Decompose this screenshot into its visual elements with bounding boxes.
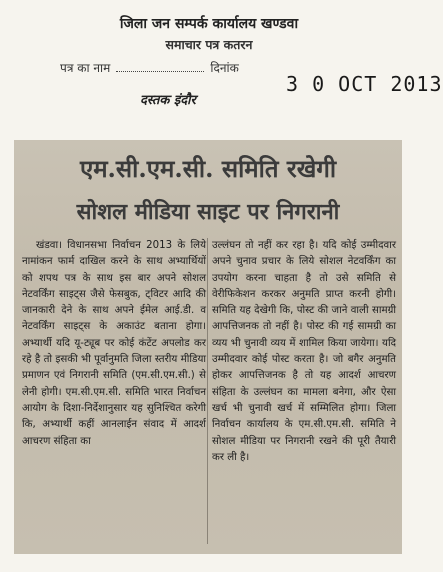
newspaper-source: दस्तक इंदौर: [140, 93, 196, 108]
clipping-subtitle: समाचार पत्र कतरन: [165, 37, 253, 52]
paper-name-label: पत्र का नाम: [60, 61, 111, 75]
date-stamp: 3 0 OCT 2013: [286, 72, 443, 96]
newspaper-clipping: [14, 140, 402, 554]
date-label: दिनांक: [210, 61, 239, 75]
article-column-left: खंडवा। विधानसभा निर्वाचन 2013 के लिये नामांकन फार्म दाखिल करने के साथ अभ्यार्थियों को शपथ पत्र के साथ इस बार अपने सोशल नेटवर्किंग साइट्स जैसे फेसबुक, ट्विटर आदि की जानकारी देने के साथ अपने ईमेल आई.डी. व नेटवर्किंग साइट्स के अकाउंट बताना होगा। अभ्यार्थी यदि यू-ट्यूब पर कोई कंटेंट अपलोड कर रहे है तो इसकी भी पूर्वानुमति जिला स्तरीय मीडिया प्रमाणन एवं निगरानी समिति (एम.सी.एम.सी.) से लेनी होगी। एम.सी.एम.सी. समिति भारत निर्वाचन आयोग के दिशा-निर्देशानुसार यह सुनिश्चित करेगी कि, अभ्यार्थी कहीं आनलाईन संवाद में आदर्श आचरण संहिता का: [22, 240, 206, 447]
paper-name-blank: [116, 61, 204, 72]
article-column-right: उल्लंघन तो नहीं कर रहा है। यदि कोई उम्मीदवार अपने चुनाव प्रचार के लिये सोशल नेटवर्किंग का उपयोग करना चाहता है तो उसे समिति से वेरीफिकेशन करकर अनुमति प्राप्त करनी होगी। समिति यह देखेगी कि, पोस्ट की जाने वाली सामग्री आपत्तिजनक तो नहीं है। पोस्ट की गई सामग्री का व्यय भी चुनावी व्यय में शामिल किया जायेगा। यदि उम्मीदवार कोई पोस्ट करता है। जो बगैर अनुमति होकर आपत्तिजनक है तो यह आदर्श आचरण संहिता के उल्लंघन का मामला बनेगा, और ऐसा खर्च भी चुनावी खर्च में सम्मिलित होगा। जिला निर्वाचन कार्यालय के एम.सी.एम.सी. समिति ने सोशल मीडिया पर निगरानी रखने की पूरी तैयारी कर ली है।: [212, 240, 396, 463]
column-divider: [207, 238, 208, 544]
paper-name-row: [60, 59, 239, 76]
headline-line-2: सोशल मीडिया साइट पर निगरानी: [76, 199, 340, 225]
office-title: जिला जन सम्पर्क कार्यालय खण्डवा: [119, 16, 299, 32]
headline-line-1: एम.सी.एम.सी. समिति रखेगी: [79, 154, 337, 183]
